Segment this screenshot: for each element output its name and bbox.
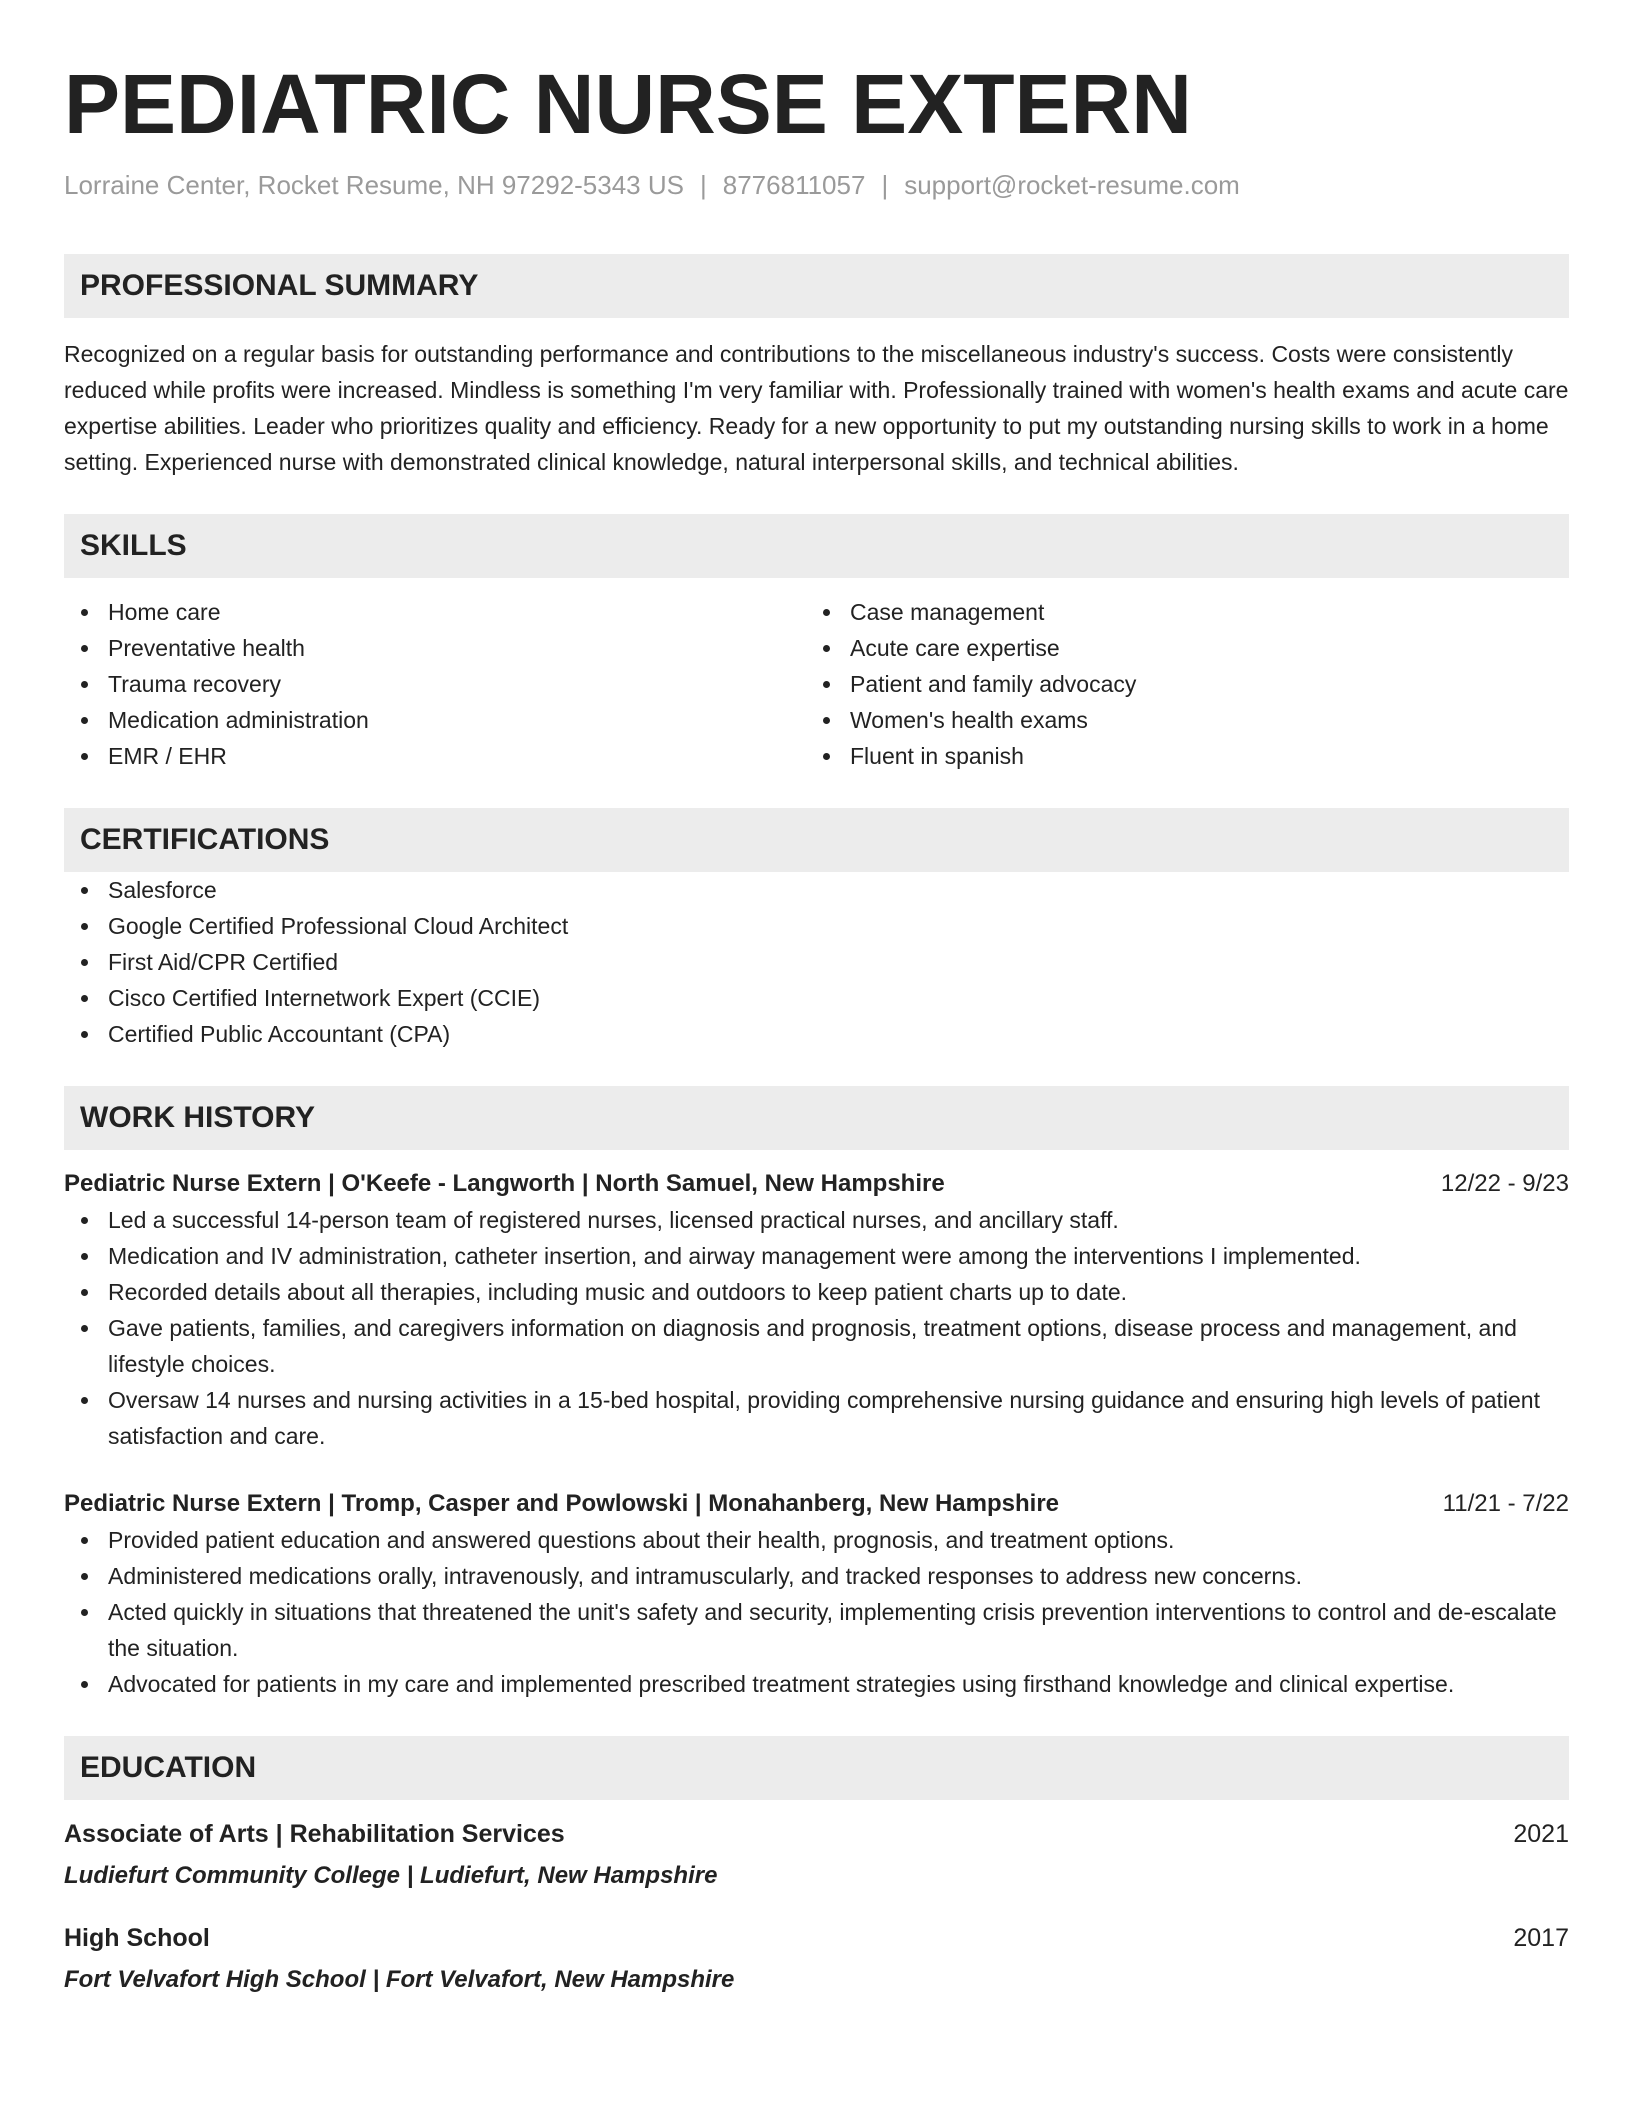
- certification-item: First Aid/CPR Certified: [64, 944, 1569, 980]
- skill-item: Women's health exams: [806, 702, 1548, 738]
- education-school: Fort Velvafort High School | Fort Velvafort, New Hampshire: [64, 1966, 735, 1993]
- job-bullet: Medication and IV administration, catheter insertion, and airway management were among the interventions I implemented.: [64, 1238, 1569, 1274]
- job-entry: [64, 1486, 1569, 1702]
- section-header-summary: PROFESSIONAL SUMMARY: [64, 254, 1569, 318]
- education-header: [64, 1920, 1569, 1956]
- job-bullet: Oversaw 14 nurses and nursing activities in a 15-bed hospital, providing comprehensive nursing guidance and ensuring high levels of patient satisfaction and care.: [64, 1382, 1569, 1454]
- education-school: Ludiefurt Community College | Ludiefurt, New Hampshire: [64, 1862, 718, 1889]
- section-header-certifications: CERTIFICATIONS: [64, 808, 1569, 872]
- job-heading: Pediatric Nurse Extern | O'Keefe - Langworth | North Samuel, New Hampshire: [64, 1170, 945, 1197]
- skills-grid: [64, 594, 1569, 774]
- contact-separator: |: [881, 170, 889, 200]
- job-bullet: Recorded details about all therapies, including music and outdoors to keep patient charts up to date.: [64, 1274, 1569, 1310]
- skill-item: Trauma recovery: [64, 666, 806, 702]
- skill-item: Case management: [806, 594, 1548, 630]
- skill-item: EMR / EHR: [64, 738, 806, 774]
- skill-item: Patient and family advocacy: [806, 666, 1548, 702]
- contact-phone: 8776811057: [722, 170, 866, 200]
- contact-address: Lorraine Center, Rocket Resume, NH 97292-5343 US: [64, 170, 684, 200]
- contact-line: [64, 168, 1569, 202]
- candidate-title: PEDIATRIC NURSE EXTERN: [64, 57, 1192, 151]
- job-heading: Pediatric Nurse Extern | Tromp, Casper and Powlowski | Monahanberg, New Hampshire: [64, 1490, 1060, 1517]
- certifications-list: [64, 872, 1569, 1052]
- certification-item: Google Certified Professional Cloud Architect: [64, 908, 1569, 944]
- skill-item: Fluent in spanish: [806, 738, 1548, 774]
- job-bullet: Gave patients, families, and caregivers information on diagnosis and prognosis, treatment options, disease process and management, and lifestyle choices.: [64, 1310, 1569, 1382]
- skill-item: Preventative health: [64, 630, 806, 666]
- skill-item: Home care: [64, 594, 806, 630]
- certification-item: Salesforce: [64, 872, 1569, 908]
- skill-item: Medication administration: [64, 702, 806, 738]
- job-bullets: [64, 1522, 1569, 1702]
- job-header: [64, 1486, 1569, 1522]
- job-bullet: Acted quickly in situations that threatened the unit's safety and security, implementing crisis prevention interventions to control and de-escalate the situation.: [64, 1594, 1569, 1666]
- education-year: 2017: [1513, 1924, 1569, 1952]
- section-header-work-history: WORK HISTORY: [64, 1086, 1569, 1150]
- job-bullet: Administered medications orally, intravenously, and intramuscularly, and tracked responses to address new concerns.: [64, 1558, 1569, 1594]
- contact-email: support@rocket-resume.com: [904, 170, 1240, 200]
- job-dates: 12/22 - 9/23: [1440, 1170, 1569, 1197]
- job-bullet: Provided patient education and answered questions about their health, prognosis, and treatment options.: [64, 1522, 1569, 1558]
- job-bullet: Advocated for patients in my care and implemented prescribed treatment strategies using firsthand knowledge and clinical expertise.: [64, 1666, 1569, 1702]
- job-entry: [64, 1166, 1569, 1454]
- section-header-education: EDUCATION: [64, 1736, 1569, 1800]
- job-bullet: Led a successful 14-person team of registered nurses, licensed practical nurses, and ancillary staff.: [64, 1202, 1569, 1238]
- job-bullets: [64, 1202, 1569, 1454]
- contact-separator: |: [700, 170, 707, 200]
- job-header: [64, 1166, 1569, 1202]
- certification-item: Cisco Certified Internetwork Expert (CCIE): [64, 980, 1569, 1016]
- section-header-skills: SKILLS: [64, 514, 1569, 578]
- education-header: [64, 1816, 1569, 1852]
- skills-list-left: [64, 594, 806, 774]
- education-entry: [64, 1920, 1569, 1998]
- education-entry: [64, 1816, 1569, 1894]
- education-degree: High School: [64, 1924, 210, 1952]
- skills-list-right: [806, 594, 1548, 774]
- summary-text: Recognized on a regular basis for outstanding performance and contributions to the miscellaneous industry's success. Costs were consistently reduced while profits were increased. Mindless is something I'm very familiar with. Professionally trained with women's health exams and acute care expertise abilities. Leader who prioritizes quality and efficiency. Ready for a new opportunity to put my outstanding nursing skills to work in a home setting. Experienced nurse with demonstrated clinical knowledge, natural interpersonal skills, and technical abilities.: [64, 341, 1569, 475]
- job-dates: 11/21 - 7/22: [1442, 1490, 1569, 1517]
- skill-item: Acute care expertise: [806, 630, 1548, 666]
- education-degree: Associate of Arts | Rehabilitation Services: [64, 1820, 565, 1848]
- education-year: 2021: [1513, 1820, 1569, 1848]
- certification-item: Certified Public Accountant (CPA): [64, 1016, 1569, 1052]
